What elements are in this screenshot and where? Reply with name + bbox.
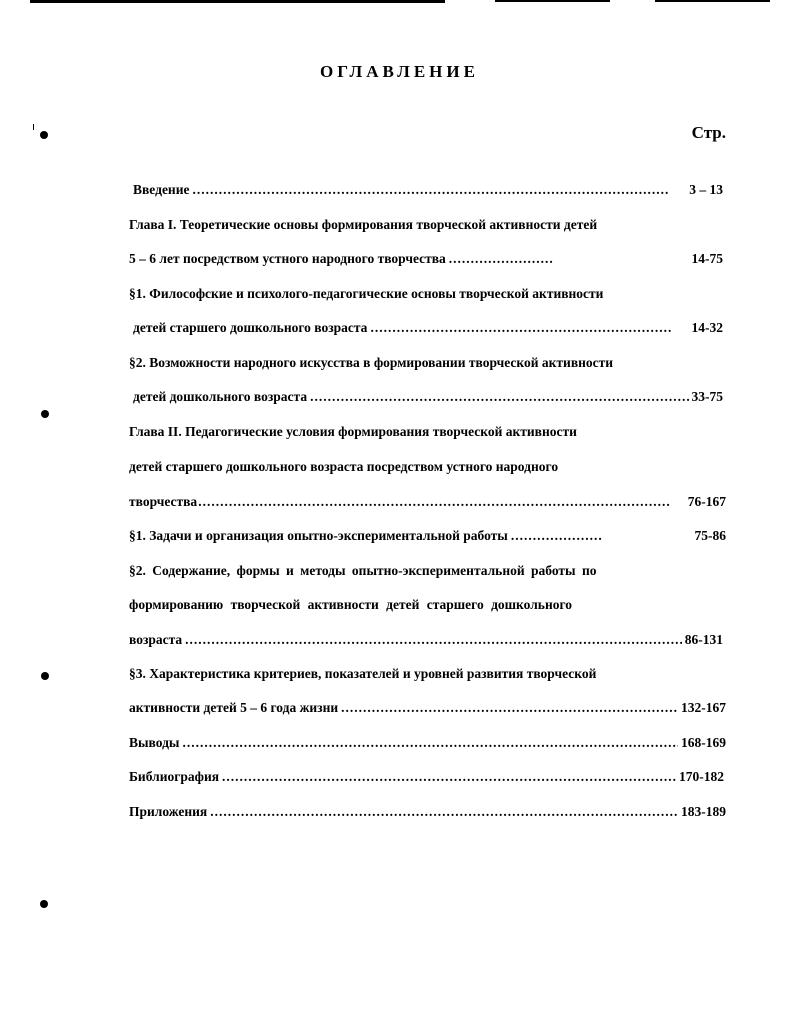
toc-entry-chapter-2	[129, 494, 726, 510]
toc-page-number: 3 – 13	[689, 182, 723, 197]
punch-hole-mark	[41, 410, 49, 418]
toc-entry-title: детей дошкольного возраста	[133, 389, 308, 404]
toc-entry-title: §1. Задачи и организация опытно-экспериментальной работы	[129, 528, 508, 543]
toc-page-number: 33-75	[691, 389, 723, 404]
toc-page-number: 75-86	[694, 528, 726, 543]
toc-entry-introduction	[133, 182, 723, 198]
toc-entry-chapter-2-line-2: детей старшего дошкольного возраста посредством устного народного	[129, 459, 559, 474]
toc-entry-section-2-2-line-2: формированию творческой активности детей старшего дошкольного	[129, 597, 573, 612]
toc-entry-bibliography	[129, 769, 724, 785]
toc-page-number: 76-167	[687, 494, 726, 509]
toc-entry-section-2-2-line-1: §2. Содержание, формы и методы опытно-экспериментальной работы по	[129, 563, 597, 578]
toc-entry-title: Выводы	[129, 735, 180, 750]
toc-page-number: 170-182	[679, 769, 724, 784]
toc-entry-chapter-1-line-1: Глава I. Теоретические основы формирования творческой активности детей	[129, 217, 598, 232]
toc-entry-conclusions	[129, 735, 726, 751]
toc-entry-section-1-1-line-1: §1. Философские и психолого-педагогические основы творческой активности	[129, 286, 604, 301]
toc-page-number: 168-169	[681, 735, 726, 750]
toc-entry-title: детей старшего дошкольного возраста	[133, 320, 368, 335]
toc-entry-title: Введение	[133, 182, 190, 197]
toc-entry-appendices	[129, 804, 726, 820]
toc-entry-section-1-1	[133, 320, 723, 336]
toc-page-number: 14-75	[691, 251, 723, 266]
toc-leader-dots	[192, 182, 668, 198]
punch-hole-mark	[40, 131, 48, 139]
toc-entry-title: Приложения	[129, 804, 208, 819]
toc-page-number: 183-189	[681, 804, 726, 819]
toc-entry-section-1-2	[133, 389, 723, 405]
page-title: ОГЛАВЛЕНИЕ	[320, 62, 479, 81]
toc-leader-dots	[210, 804, 678, 820]
punch-hole-mark	[40, 900, 48, 908]
toc-leader-dots	[449, 251, 554, 267]
toc-leader-dots	[310, 389, 688, 405]
toc-page-number: 14-32	[691, 320, 723, 335]
toc-entry-section-1-2-line-1: §2. Возможности народного искусства в формировании творческой активности	[129, 355, 614, 370]
scan-mark	[33, 124, 34, 130]
toc-entry-title: возраста	[129, 632, 183, 647]
toc-entry-section-2-3-line-1: §3. Характеристика критериев, показателей и уровней развития творческой	[129, 666, 597, 681]
toc-entry-title: Библиография	[129, 769, 220, 784]
toc-leader-dots	[222, 769, 676, 785]
toc-entry-title: активности детей 5 – 6 года жизни	[129, 700, 339, 715]
toc-leader-dots	[511, 528, 603, 544]
toc-leader-dots	[182, 735, 678, 751]
toc-leader-dots	[370, 320, 670, 336]
toc-page-number: 132-167	[681, 700, 726, 715]
toc-entry-chapter-2-line-1: Глава II. Педагогические условия формирования творческой активности	[129, 424, 577, 439]
toc-entry-chapter-1	[129, 251, 723, 267]
toc-entry-section-2-1	[129, 528, 726, 544]
toc-entry-section-2-2	[129, 632, 723, 648]
toc-entry-title: творчества	[129, 494, 198, 509]
scan-top-border-right	[495, 0, 610, 2]
toc-leader-dots	[198, 494, 671, 510]
scan-top-border-far-right	[655, 0, 770, 2]
page-column-label: Стр.	[691, 123, 726, 142]
toc-page-number: 86-131	[684, 632, 723, 647]
toc-leader-dots	[185, 632, 682, 648]
toc-entry-title: 5 – 6 лет посредством устного народного творчества	[129, 251, 446, 266]
punch-hole-mark	[41, 672, 49, 680]
toc-entry-section-2-3	[129, 700, 726, 716]
scan-top-border	[30, 0, 445, 3]
toc-leader-dots	[341, 700, 678, 716]
